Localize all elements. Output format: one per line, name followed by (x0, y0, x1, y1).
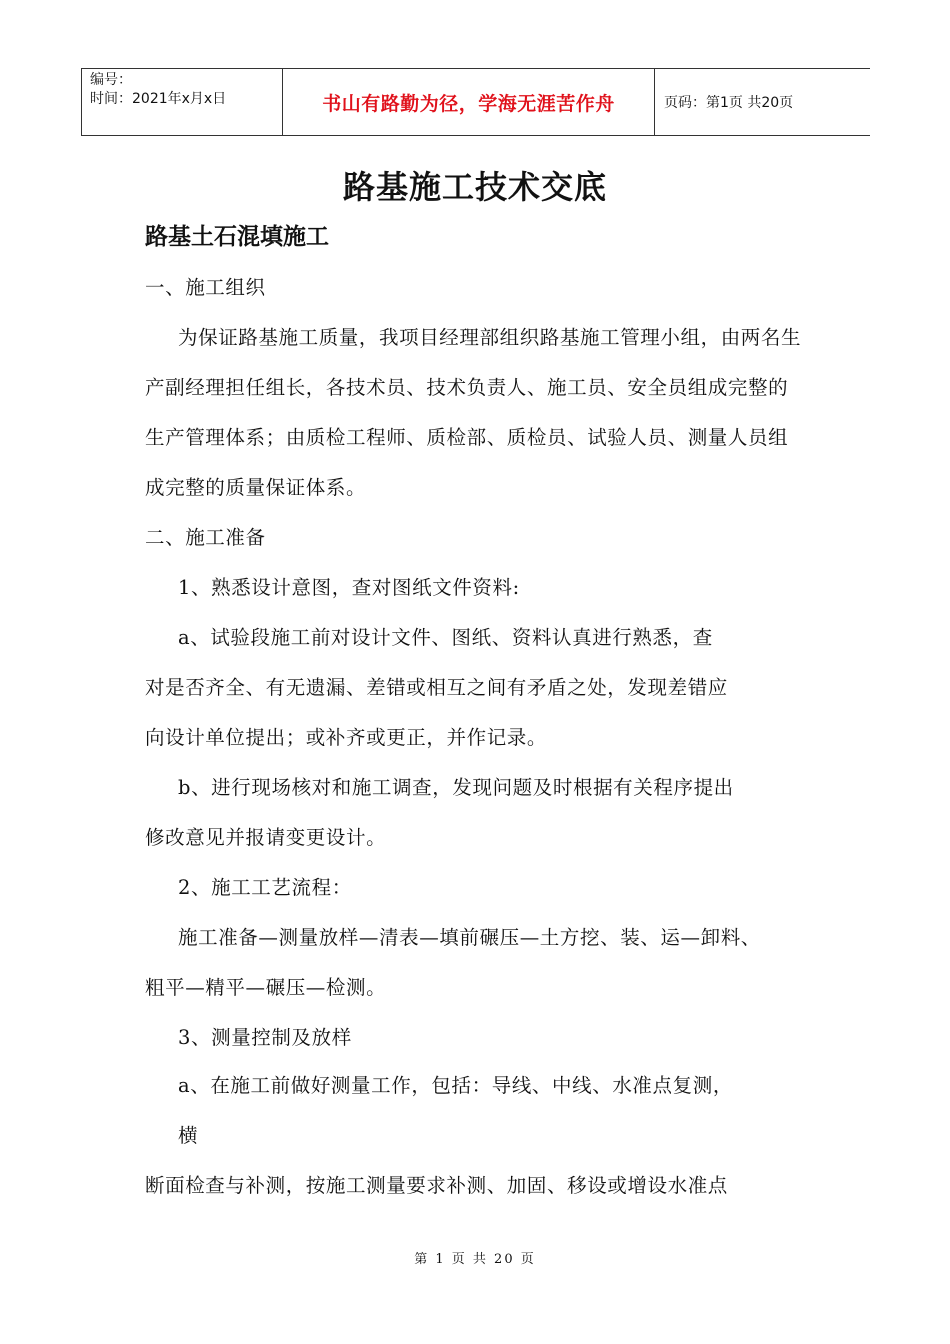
document-number-label: 编号： (90, 72, 132, 88)
paragraph-line: b、进行现场核对和施工调查，发现问题及时根据有关程序提出 (178, 776, 734, 799)
paragraph-line: 产副经理担任组长，各技术员、技术负责人、施工员、安全员组成完整的 (145, 376, 789, 399)
paragraph-line: a、在施工前做好测量工作，包括：导线、中线、水准点复测， (178, 1074, 733, 1097)
header-left-cell (90, 71, 226, 109)
page-footer: 第 1 页 共 20 页 (414, 1252, 536, 1267)
header-page-info: 页码：第1页 共20页 (664, 95, 794, 111)
header-table (81, 68, 870, 136)
paragraph-line: a、试验段施工前对设计文件、图纸、资料认真进行熟悉，查 (178, 626, 713, 649)
paragraph-line: 3、测量控制及放样 (178, 1026, 352, 1049)
paragraph-line: 修改意见并报请变更设计。 (145, 826, 387, 849)
paragraph-line: 生产管理体系；由质检工程师、质检部、质检员、试验人员、测量人员组 (145, 426, 789, 449)
paragraph-line: 施工准备—测量放样—清表—填前碾压—土方挖、装、运—卸料、 (178, 926, 761, 949)
paragraph-line: 1、熟悉设计意图，查对图纸文件资料: (178, 576, 520, 599)
header-motto: 书山有路勤为径，学海无涯苦作舟 (322, 92, 615, 115)
paragraph-line: 断面检查与补测，按施工测量要求补测、加固、移设或增设水准点 (145, 1174, 728, 1197)
paragraph-line: 横 (178, 1124, 199, 1147)
section-title: 路基土石混填施工 (145, 224, 329, 250)
heading-construction-organization: 一、施工组织 (145, 276, 266, 299)
document-title: 路基施工技术交底 (342, 168, 607, 206)
paragraph-line: 粗平—精平—碾压—检测。 (145, 976, 387, 999)
paragraph-line: 成完整的质量保证体系。 (145, 476, 367, 499)
heading-construction-preparation: 二、施工准备 (145, 526, 266, 549)
paragraph-line: 2、施工工艺流程： (178, 876, 352, 899)
paragraph-line: 为保证路基施工质量，我项目经理部组织路基施工管理小组，由两名生 (178, 326, 802, 349)
paragraph-line: 向设计单位提出；或补齐或更正，并作记录。 (145, 726, 548, 749)
document-time-label: 时间：2021年x月x日 (90, 91, 227, 107)
paragraph-line: 对是否齐全、有无遗漏、差错或相互之间有矛盾之处，发现差错应 (145, 676, 728, 699)
header-divider (81, 69, 82, 135)
header-divider (654, 69, 655, 135)
